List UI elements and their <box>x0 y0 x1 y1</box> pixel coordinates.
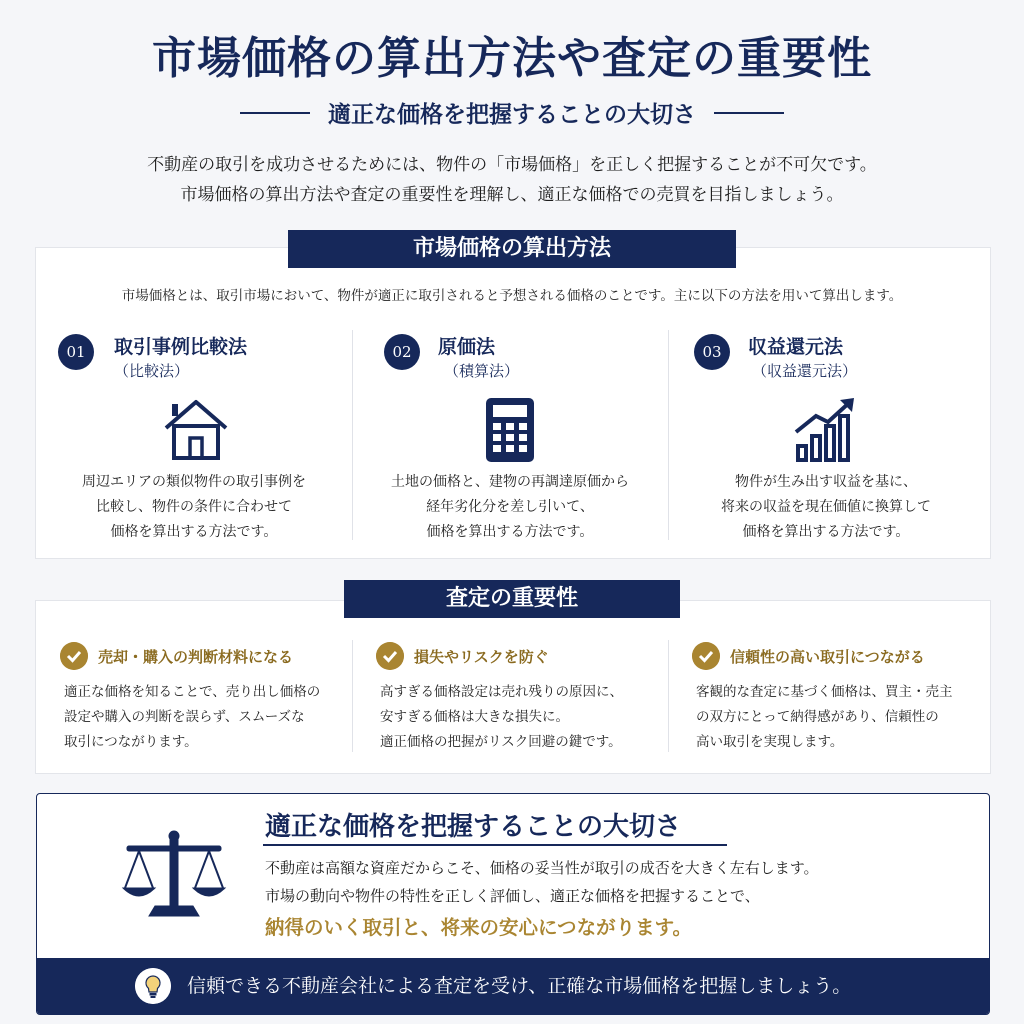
importance-text <box>380 680 660 755</box>
summary-title: 適正な価格を把握することの大切さ <box>265 812 682 842</box>
method-subtitle: （収益還元法） <box>752 362 858 380</box>
footer-text: 信頼できる不動産会社による査定を受け、正確な市場価格を把握しましょう。 <box>187 975 852 997</box>
summary-title-underline <box>263 844 727 846</box>
method-title: 原価法 <box>438 336 496 358</box>
method-line: 価格を算出する方法です。 <box>742 524 910 540</box>
summary-text <box>265 854 819 910</box>
growth-chart-icon <box>790 394 862 466</box>
importance-text <box>696 680 976 755</box>
method-line: 周辺エリアの類似物件の取引事例を <box>82 474 306 490</box>
page-title: 市場価格の算出方法や査定の重要性 <box>152 33 872 84</box>
method-line: 価格を算出する方法です。 <box>110 524 278 540</box>
importance-line: 取引につながります。 <box>64 734 198 750</box>
method-line: 比較し、物件の条件に合わせて <box>96 499 292 515</box>
method-number: 01 <box>58 334 94 370</box>
check-icon <box>60 642 88 670</box>
intro-line: 不動産の取引を成功させるためには、物件の「市場価格」を正しく把握することが不可欠です。 <box>147 155 877 175</box>
summary-line: 市場の動向や物件の特性を正しく評価し、適正な価格を把握することで、 <box>265 887 760 905</box>
importance-line: 高い取引を実現します。 <box>696 734 844 750</box>
footer-bar <box>37 958 989 1014</box>
importance-item-decision <box>36 640 352 760</box>
importance-text <box>64 680 344 755</box>
page-subtitle: 適正な価格を把握することの大切さ <box>328 101 696 128</box>
importance-line: 高すぎる価格設定は売れ残りの原因に、 <box>380 684 623 700</box>
importance-line: 客観的な査定に基づく価格は、買主・売主 <box>696 684 953 700</box>
importance-line: の双方にとって納得感があり、信頼性の <box>696 709 939 725</box>
summary-line: 不動産は高額な資産だからこそ、価格の妥当性が取引の成否を大きく左右します。 <box>265 859 819 877</box>
summary-highlight: 納得のいく取引と、将来の安心につながります。 <box>265 916 693 939</box>
importance-title: 売却・購入の判断材料になる <box>98 648 294 666</box>
method-description <box>36 470 352 545</box>
subtitle-right-rule <box>714 112 784 114</box>
scale-icon <box>119 826 229 926</box>
importance-item-trust <box>668 640 984 760</box>
importance-item-risk <box>352 640 668 760</box>
divider <box>668 640 669 752</box>
importance-line: 適正な価格を知ることで、売り出し価格の <box>64 684 321 700</box>
importance-title: 損失やリスクを防ぐ <box>414 648 549 666</box>
method-description <box>668 470 984 545</box>
method-line: 価格を算出する方法です。 <box>426 524 594 540</box>
method-subtitle: （比較法） <box>114 362 190 380</box>
method-number: 02 <box>384 334 420 370</box>
check-icon <box>692 642 720 670</box>
importance-line: 設定や購入の判断を誤らず、スムーズな <box>64 709 305 725</box>
methods-description: 市場価格とは、取引市場において、物件が適正に取引されると予想される価格のことです。主に以下の方法を用いて算出します。 <box>121 288 903 304</box>
method-number: 03 <box>694 334 730 370</box>
method-card-comparison <box>36 330 352 550</box>
intro-line: 市場価格の算出方法や査定の重要性を理解し、適正な価格での売買を目指しましょう。 <box>180 185 844 205</box>
importance-line: 適正価格の把握がリスク回避の鍵です。 <box>380 734 622 750</box>
subtitle-row <box>0 96 1024 129</box>
intro-text <box>0 150 1024 210</box>
summary-box <box>36 793 990 1015</box>
importance-heading: 査定の重要性 <box>344 580 680 618</box>
check-icon <box>376 642 404 670</box>
divider <box>352 640 353 752</box>
house-icon <box>160 394 232 466</box>
method-line: 物件が生み出す収益を基に、 <box>735 474 917 490</box>
method-subtitle: （積算法） <box>444 362 520 380</box>
importance-line: 安すぎる価格は大きな損失に。 <box>380 709 569 725</box>
method-line: 経年劣化分を差し引いて、 <box>426 499 594 515</box>
methods-heading: 市場価格の算出方法 <box>288 230 736 268</box>
method-title: 収益還元法 <box>748 336 844 358</box>
method-description <box>352 470 668 545</box>
calculator-icon <box>474 394 546 466</box>
method-card-income <box>668 330 984 550</box>
method-line: 将来の収益を現在価値に換算して <box>721 499 931 515</box>
method-title: 取引事例比較法 <box>114 336 248 358</box>
subtitle-left-rule <box>240 112 310 114</box>
method-line: 土地の価格と、建物の再調達原価から <box>391 474 629 490</box>
method-card-cost <box>352 330 668 550</box>
importance-title: 信頼性の高い取引につながる <box>730 648 925 666</box>
lightbulb-icon <box>135 968 171 1004</box>
